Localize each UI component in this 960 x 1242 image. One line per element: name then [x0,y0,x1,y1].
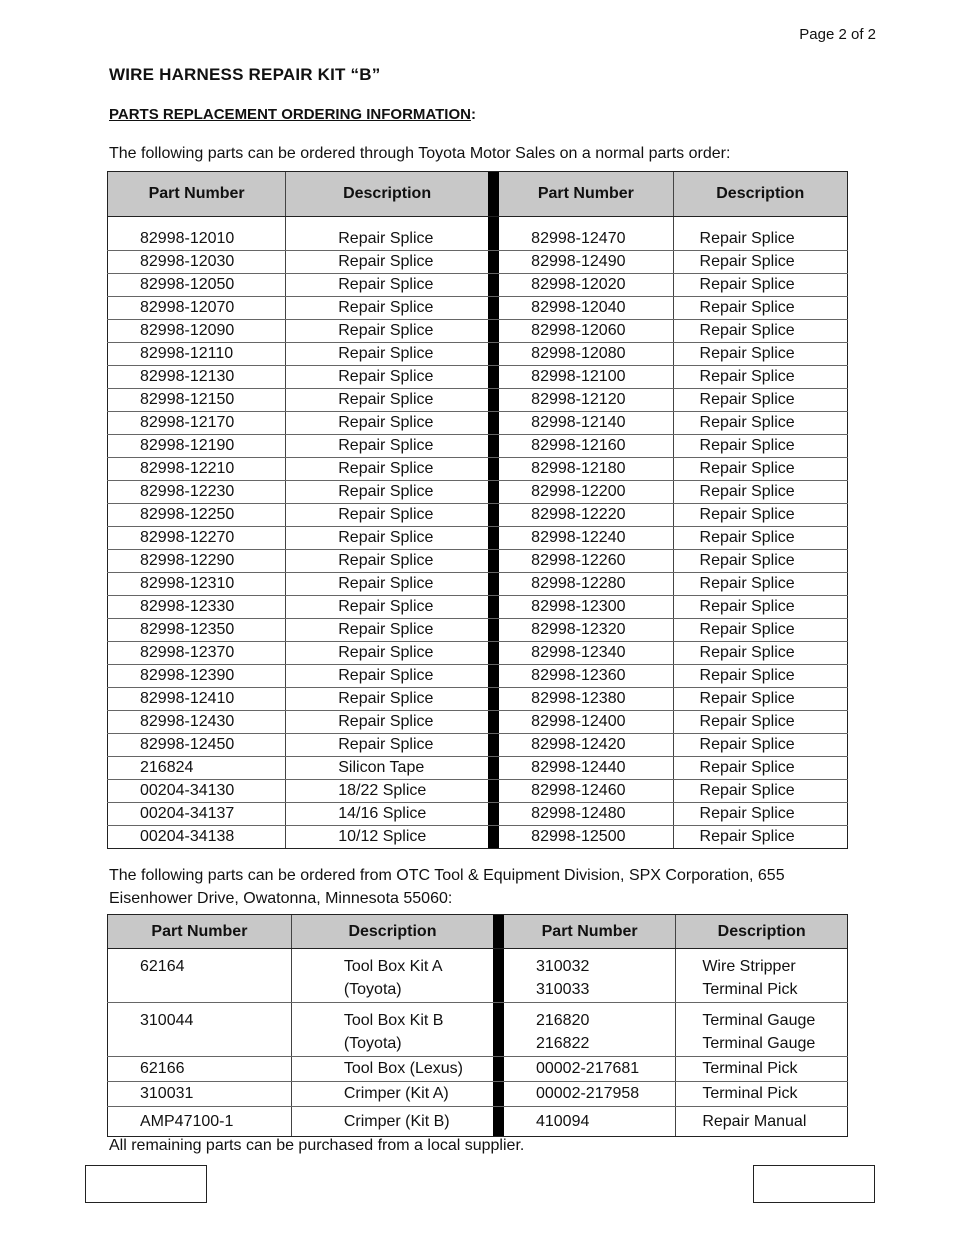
part-number-cell: 82998-12480 [499,803,673,826]
cell-line: Crimper (Kit A) [343,1085,449,1102]
table-row [108,320,848,343]
description-cell: Repair Splice [286,458,488,481]
otc-intro-text: The following parts can be ordered from OTC Tool & Equipment Division, SPX Corporation, 655 Eisenhower Drive, Owatonna, Minnesota 55060: [109,867,785,907]
table-header-row [108,915,848,949]
description-cell: Repair Splice [673,757,847,780]
part-number-cell: 82998-12210 [108,458,286,481]
table-row [108,1107,848,1137]
description-cell: 10/12 Splice [286,826,488,849]
page-number: Page 2 of 2 [799,26,876,43]
part-number-cell: 82998-12460 [499,780,673,803]
description-cell: Repair Splice [286,481,488,504]
description-cell: Repair Splice [673,803,847,826]
table-header-row [108,172,848,217]
description-cell: Repair Splice [286,343,488,366]
part-number-cell: 82998-12370 [108,642,286,665]
description-cell: Repair Splice [673,642,847,665]
column-separator [488,803,499,826]
part-number-cell: 82998-12140 [499,412,673,435]
description-cell: Repair Splice [286,251,488,274]
part-number-cell: 82998-12040 [499,297,673,320]
part-number-cell [108,1082,292,1107]
part-number-cell: 82998-12380 [499,688,673,711]
table-row [108,435,848,458]
cell-line: Terminal Gauge [702,1012,816,1029]
header-description: Description [673,172,847,217]
part-number-cell: 82998-12060 [499,320,673,343]
part-number-cell [108,949,292,1003]
description-cell: Repair Splice [286,527,488,550]
part-number-cell: 82998-12350 [108,619,286,642]
part-number-cell: 82998-12050 [108,274,286,297]
cell-line: Terminal Gauge [702,1035,816,1052]
description-cell: Repair Splice [286,665,488,688]
cell-line: 62164 [140,958,185,975]
header-description: Description [286,172,488,217]
column-separator [488,619,499,642]
column-separator [488,550,499,573]
description-cell: Repair Splice [673,573,847,596]
description-cell: Silicon Tape [286,757,488,780]
cell-line: 00002-217681 [535,1060,640,1077]
part-number-cell: 00204-34137 [108,803,286,826]
description-cell: Repair Splice [673,596,847,619]
part-number-cell: 82998-12130 [108,366,286,389]
header-description: Description [676,915,848,949]
part-number-cell: 82998-12070 [108,297,286,320]
description-cell: Repair Splice [286,228,488,251]
part-number-cell [504,1107,676,1137]
column-separator [488,596,499,619]
cell-line: Terminal Pick [702,1085,798,1102]
column-separator [488,458,499,481]
column-separator [488,527,499,550]
description-cell [291,1003,493,1057]
part-number-cell [504,1003,676,1057]
table-row [108,412,848,435]
part-number-cell: 82998-12400 [499,711,673,734]
page-title: WIRE HARNESS REPAIR KIT “B” [109,65,381,84]
part-number-cell: 82998-12330 [108,596,286,619]
table-row [108,251,848,274]
description-cell [676,1003,848,1057]
column-separator [488,481,499,504]
part-number-cell: 82998-12490 [499,251,673,274]
cell-line: 310032 [535,958,590,975]
cell-line: Terminal Pick [702,1060,798,1077]
description-cell: Repair Splice [286,619,488,642]
cell-line: (Toyota) [343,1035,402,1052]
table-row [108,780,848,803]
description-cell [676,949,848,1003]
description-cell [676,1107,848,1137]
description-cell: Repair Splice [286,642,488,665]
description-cell: Repair Splice [286,274,488,297]
column-separator [488,297,499,320]
column-separator [488,412,499,435]
table-row [108,389,848,412]
table-row [108,803,848,826]
part-number-cell: 82998-12440 [499,757,673,780]
part-number-cell: 82998-12500 [499,826,673,849]
part-number-cell [504,949,676,1003]
part-number-cell: 82998-12200 [499,481,673,504]
part-number-cell: 00204-34130 [108,780,286,803]
table-row [108,642,848,665]
column-separator [488,435,499,458]
description-cell: Repair Splice [673,366,847,389]
description-cell: Repair Splice [286,550,488,573]
part-number-cell: 82998-12220 [499,504,673,527]
footer-box-left [85,1165,207,1203]
part-number-cell: 82998-12270 [108,527,286,550]
description-cell: Repair Splice [673,228,847,251]
description-cell: Repair Splice [673,550,847,573]
part-number-cell [108,1057,292,1082]
part-number-cell: 82998-12390 [108,665,286,688]
cell-line: (Toyota) [343,981,402,998]
table-row [108,619,848,642]
description-cell [291,1107,493,1137]
description-cell: Repair Splice [286,504,488,527]
part-number-cell: 82998-12280 [499,573,673,596]
description-cell: Repair Splice [286,320,488,343]
part-number-cell: 82998-12030 [108,251,286,274]
column-separator [493,1107,504,1137]
part-number-cell: 82998-12320 [499,619,673,642]
part-number-cell: 82998-12100 [499,366,673,389]
section-heading [109,106,476,123]
cell-line: Repair Manual [702,1113,807,1130]
column-separator [488,172,499,217]
column-separator [488,711,499,734]
part-number-cell: 82998-12250 [108,504,286,527]
header-part-number: Part Number [499,172,673,217]
description-cell: Repair Splice [673,504,847,527]
column-separator [493,1057,504,1082]
description-cell: Repair Splice [673,435,847,458]
description-cell: Repair Splice [673,711,847,734]
cell-line: 216822 [535,1035,590,1052]
table-row [108,550,848,573]
part-number-cell [108,1003,292,1057]
column-separator [493,1003,504,1057]
description-cell [676,1082,848,1107]
column-separator [488,389,499,412]
table-spacer [108,217,848,229]
column-separator [488,826,499,849]
part-number-cell: 82998-12410 [108,688,286,711]
cell-line: Wire Stripper [702,958,796,975]
table-row [108,949,848,1003]
description-cell: Repair Splice [673,389,847,412]
table-row [108,274,848,297]
cell-line: AMP47100-1 [140,1113,234,1130]
part-number-cell [504,1082,676,1107]
description-cell: 14/16 Splice [286,803,488,826]
part-number-cell: 82998-12310 [108,573,286,596]
description-cell: Repair Splice [286,412,488,435]
cell-line: Crimper (Kit B) [343,1113,450,1130]
cell-line: Tool Box Kit B [343,1012,444,1029]
description-cell: Repair Splice [673,780,847,803]
cell-line: 00002-217958 [535,1085,640,1102]
table-row [108,711,848,734]
description-cell: Repair Splice [286,389,488,412]
part-number-cell: 82998-12340 [499,642,673,665]
description-cell: Repair Splice [286,734,488,757]
description-cell: Repair Splice [673,665,847,688]
column-separator [488,366,499,389]
description-cell [291,1082,493,1107]
table-row [108,1003,848,1057]
column-separator [488,734,499,757]
table-row [108,228,848,251]
footer-box-right [753,1165,875,1203]
table-row [108,297,848,320]
column-separator [488,665,499,688]
cell-line: 62166 [140,1060,185,1077]
cell-line: 310044 [140,1012,194,1029]
part-number-cell: 82998-12290 [108,550,286,573]
description-cell: 18/22 Splice [286,780,488,803]
description-cell: Repair Splice [673,458,847,481]
description-cell: Repair Splice [286,688,488,711]
cell-line: Tool Box Kit A [343,958,443,975]
column-separator [488,251,499,274]
part-number-cell: 82998-12190 [108,435,286,458]
section-heading-colon: : [470,106,476,123]
column-separator [488,642,499,665]
part-number-cell: 00204-34138 [108,826,286,849]
description-cell: Repair Splice [673,619,847,642]
description-cell: Repair Splice [673,343,847,366]
column-separator [488,688,499,711]
toyota-intro-text: The following parts can be ordered through Toyota Motor Sales on a normal parts order: [109,145,731,162]
table-row [108,1057,848,1082]
part-number-cell: 216824 [108,757,286,780]
column-separator [493,915,504,949]
part-number-cell: 82998-12360 [499,665,673,688]
header-part-number: Part Number [108,172,286,217]
description-cell: Repair Splice [673,734,847,757]
table-row [108,688,848,711]
description-cell: Repair Splice [673,826,847,849]
cell-line: Tool Box (Lexus) [343,1060,463,1077]
table-row [108,481,848,504]
part-number-cell: 82998-12180 [499,458,673,481]
description-cell: Repair Splice [673,251,847,274]
description-cell: Repair Splice [673,274,847,297]
description-cell: Repair Splice [673,688,847,711]
description-cell: Repair Splice [673,297,847,320]
column-separator [488,320,499,343]
part-number-cell: 82998-12450 [108,734,286,757]
description-cell: Repair Splice [286,596,488,619]
description-cell [291,949,493,1003]
description-cell: Repair Splice [673,527,847,550]
otc-parts-table [107,914,848,1137]
description-cell: Repair Splice [286,297,488,320]
column-separator [493,949,504,1003]
description-cell [676,1057,848,1082]
description-cell [291,1057,493,1082]
part-number-cell: 82998-12080 [499,343,673,366]
description-cell: Repair Splice [673,320,847,343]
column-separator [488,573,499,596]
table-row [108,596,848,619]
column-separator [488,343,499,366]
table-row [108,826,848,849]
part-number-cell: 82998-12260 [499,550,673,573]
column-separator [488,504,499,527]
header-part-number: Part Number [504,915,676,949]
table-row [108,1082,848,1107]
part-number-cell: 82998-12160 [499,435,673,458]
cell-line: Terminal Pick [702,981,798,998]
part-number-cell: 82998-12020 [499,274,673,297]
header-description: Description [291,915,493,949]
toyota-parts-table [107,171,848,849]
part-number-cell: 82998-12010 [108,228,286,251]
part-number-cell: 82998-12430 [108,711,286,734]
table-row [108,527,848,550]
section-heading-text: PARTS REPLACEMENT ORDERING INFORMATION [109,106,471,123]
part-number-cell: 82998-12300 [499,596,673,619]
description-cell: Repair Splice [286,366,488,389]
part-number-cell: 82998-12110 [108,343,286,366]
table-row [108,366,848,389]
part-number-cell: 82998-12240 [499,527,673,550]
part-number-cell: 82998-12090 [108,320,286,343]
part-number-cell: 82998-12150 [108,389,286,412]
description-cell: Repair Splice [286,435,488,458]
part-number-cell [108,1107,292,1137]
part-number-cell: 82998-12420 [499,734,673,757]
table-row [108,757,848,780]
part-number-cell: 82998-12170 [108,412,286,435]
table-row [108,458,848,481]
table-row [108,573,848,596]
table-row [108,734,848,757]
part-number-cell: 82998-12230 [108,481,286,504]
column-separator [488,780,499,803]
cell-line: 310031 [140,1085,194,1102]
column-separator [488,274,499,297]
description-cell: Repair Splice [286,711,488,734]
table-row [108,343,848,366]
table-row [108,504,848,527]
column-separator [493,1082,504,1107]
part-number-cell: 82998-12470 [499,228,673,251]
part-number-cell [504,1057,676,1082]
cell-line: 216820 [535,1012,590,1029]
table-row [108,665,848,688]
cell-line: 310033 [535,981,590,998]
column-separator [488,757,499,780]
column-separator [488,228,499,251]
closing-text: All remaining parts can be purchased from a local supplier. [109,1137,525,1154]
description-cell: Repair Splice [673,481,847,504]
description-cell: Repair Splice [286,573,488,596]
part-number-cell: 82998-12120 [499,389,673,412]
description-cell: Repair Splice [673,412,847,435]
header-part-number: Part Number [108,915,292,949]
cell-line: 410094 [535,1113,590,1130]
